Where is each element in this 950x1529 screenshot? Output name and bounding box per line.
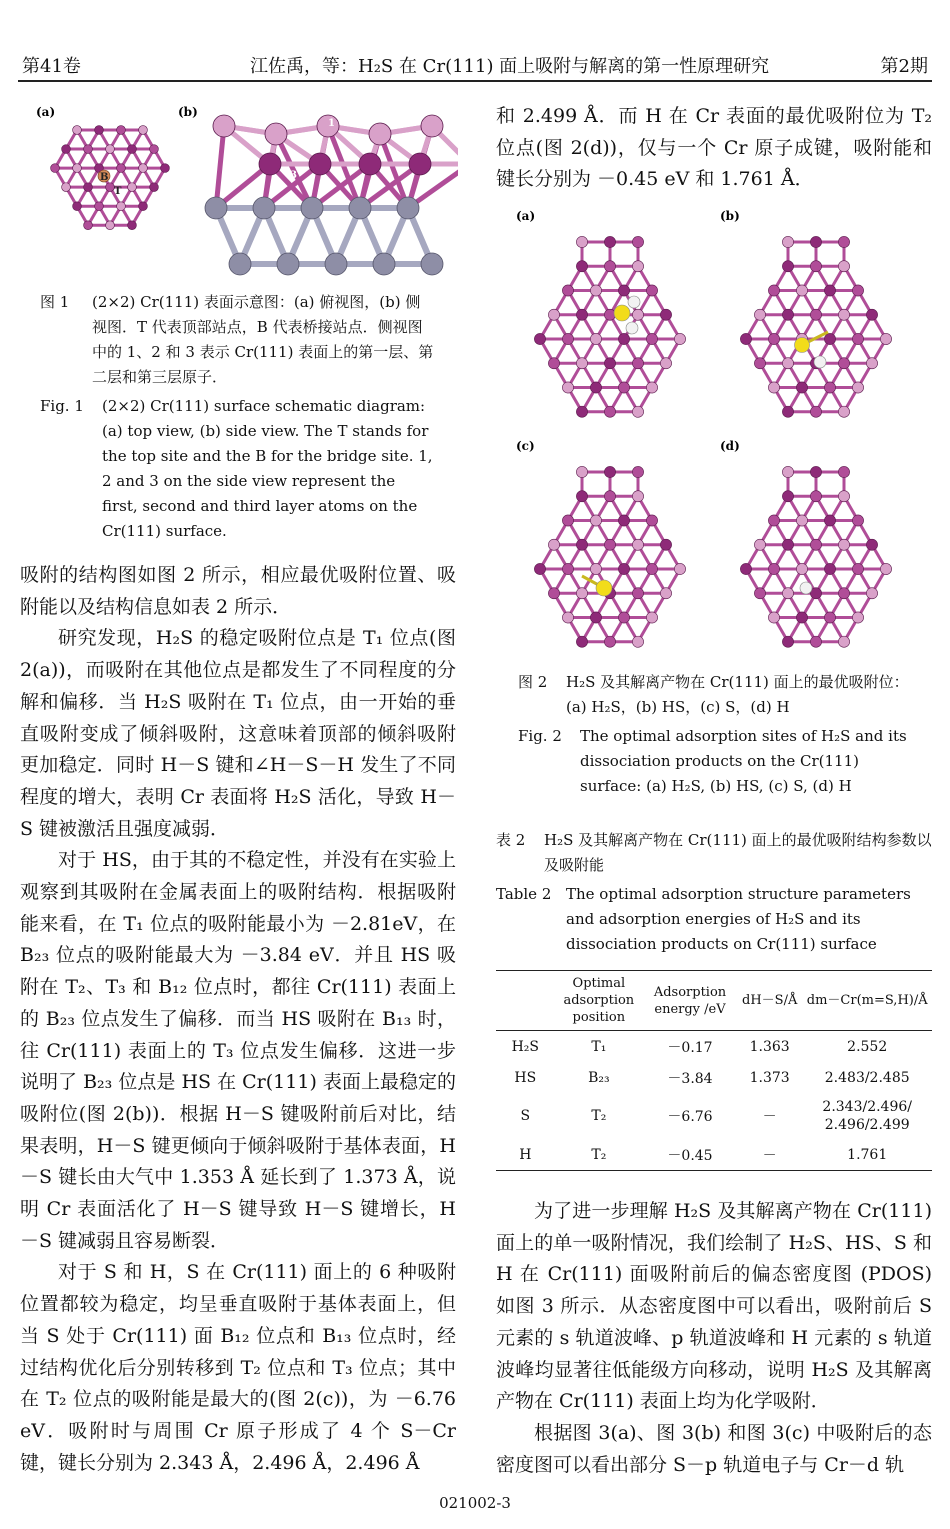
cr-atom (562, 285, 573, 296)
cr-atom (604, 491, 615, 502)
cr-atom (838, 539, 849, 550)
cr-atom (838, 406, 849, 417)
fig1-layer-3: 3 (290, 170, 297, 181)
fig1-svg (18, 100, 458, 290)
table2-caption-en-label: Table 2 (496, 885, 552, 903)
table-cell: T₂ (591, 1108, 607, 1124)
left-paragraph-4: 对于 S 和 H，S 在 Cr(111) 面上的 6 种吸附位置都较为稳定，均呈垂直吸附于基体表面上，但当 S 处于 Cr(111) 面 B₁₂ 位点和 B₁₃ 位点时，经过结构优化后分别转移到 T₂ 位点和 T₃ 位点；其中在 T₂ 位点的吸附能是最大的(图 2(c))，为 －6.76 eV．吸附时与周围 Cr 原子形成了 4 个 S－Cr 键，键长分别为 2.343 Å，2.496 Å，2.496 Å (20, 1261, 456, 1474)
hydrogen-atom (626, 322, 638, 334)
table-cell: H (496, 1139, 555, 1171)
cr-atom (838, 261, 849, 272)
cr-atom (768, 382, 779, 393)
cr-atom (852, 563, 863, 574)
cr-atom (576, 309, 587, 320)
fig1-caption-en-label: Fig. 1 (40, 397, 84, 415)
cr-atom (810, 261, 821, 272)
table2 (496, 970, 932, 1171)
cr-atom (139, 126, 148, 135)
cr-atom (139, 164, 148, 173)
table2-caption-cn: H₂S 及其解离产物在 Cr(111) 面上的最优吸附结构参数以及吸附能 (544, 831, 932, 874)
cr-atom (824, 382, 835, 393)
cr-atom (866, 539, 877, 550)
cr-atom (810, 636, 821, 647)
cr-atom (824, 612, 835, 623)
cr-atom (534, 333, 545, 344)
left-paragraph-3: 对于 HS，由于其的不稳定性，并没有在实验上观察到其吸附在金属表面上的吸附结构．根据吸附能来看，在 T₁ 位点的吸附能最小为 －2.81eV，在 B₂₃ 位点的吸附能最大为 －3.84 eV．并且 HS 吸附在 T₂、T₃ 和 B₁₂ 位点时，都往 Cr(111) 表面上的 B₂₃ 位点发生了偏移．而当 HS 吸附在 B₁₃ 时，往 Cr(111) 表面上的 T₃ 位点发生偏移．这进一步说明了 B₂₃ 位点是 HS 在 Cr(111) 表面上最稳定的吸附位(图 2(b))．根据 H－S 键吸附前后对比，结果表明，H－S 键更倾向于倾斜吸附于基体表面，H－S 键长由大气中 1.353 Å 延长到了 1.373 Å，说明 Cr 表面活化了 H－S 键导致 H－S 键增长，H－S 键减弱且容易断裂． (20, 849, 456, 1252)
cr-atom (646, 382, 657, 393)
table-row (496, 1139, 932, 1171)
cr-atom (576, 491, 587, 502)
table-cell: HS (514, 1069, 537, 1086)
cr-atom (796, 285, 807, 296)
table-header-species (496, 971, 555, 1031)
cr-atom (768, 563, 779, 574)
cr-atom (590, 563, 601, 574)
cr-deep-atom (205, 197, 227, 219)
cr-atom (95, 202, 104, 211)
cr-atom (73, 126, 82, 135)
cr-deep-atom (253, 197, 275, 219)
fig2-panel-d (740, 466, 891, 647)
cr-atom (852, 333, 863, 344)
cr-atom (139, 202, 148, 211)
fig2-caption-cn-label: 图 2 (518, 673, 548, 691)
cr-atom (534, 563, 545, 574)
fig1-caption-cn: (2×2) Cr(111) 表面示意图：(a) 俯视图，(b) 侧视图．T 代表顶部站点，B 代表桥接站点．侧视图中的 1、2 和 3 表示 Cr(111) 表面上的第一层、第二层和第三层原子． (92, 293, 434, 386)
cr-deep-atom (277, 253, 299, 275)
fig2-panel-d-label: (d) (720, 439, 740, 453)
table2-caption (496, 828, 932, 957)
cr-atom (106, 145, 115, 154)
cr-deep-atom (301, 197, 323, 219)
cr-surface-atom (369, 123, 391, 145)
cr-atom (604, 358, 615, 369)
fig2-svg (500, 200, 930, 660)
cr-atom (646, 285, 657, 296)
fig1-layer-1: 1 (328, 118, 335, 129)
cr-surface-atom (359, 153, 381, 175)
cr-atom (576, 466, 587, 477)
cr-atom (824, 563, 835, 574)
cr-atom (782, 309, 793, 320)
cr-atom (782, 236, 793, 247)
fig2-panel-a (534, 236, 685, 417)
cr-atom (150, 145, 159, 154)
cr-atom (84, 183, 93, 192)
cr-atom (754, 309, 765, 320)
cr-atom (810, 309, 821, 320)
sulfur-atom (596, 580, 612, 596)
fig1-label-T: T (114, 186, 122, 197)
cr-atom (548, 539, 559, 550)
cr-atom (646, 515, 657, 526)
cr-atom (660, 358, 671, 369)
page-number: 021002-3 (439, 1494, 511, 1512)
cr-atom (590, 333, 601, 344)
cr-atom (632, 236, 643, 247)
cr-surface-atom (213, 115, 235, 137)
table-cell: 1.761 (802, 1139, 932, 1171)
cr-atom (796, 515, 807, 526)
cr-atom (128, 145, 137, 154)
table-cell: －0.45 (643, 1139, 737, 1171)
cr-atom (838, 491, 849, 502)
cr-deep-atom (229, 253, 251, 275)
cr-atom (740, 333, 751, 344)
cr-atom (768, 612, 779, 623)
table-cell: B₂₃ (588, 1069, 610, 1086)
cr-atom (548, 588, 559, 599)
cr-atom (632, 491, 643, 502)
cr-deep-atom (373, 253, 395, 275)
cr-atom (576, 261, 587, 272)
cr-atom (796, 612, 807, 623)
cr-atom (838, 236, 849, 247)
cr-atom (782, 539, 793, 550)
cr-atom (632, 406, 643, 417)
fig2-panel-a-label: (a) (516, 209, 536, 223)
cr-atom (768, 285, 779, 296)
cr-atom (632, 588, 643, 599)
fig1-label-B: B (100, 172, 109, 183)
cr-bond (216, 126, 224, 208)
fig2-caption-en-label: Fig. 2 (518, 727, 562, 745)
table-cell: T₂ (555, 1139, 643, 1171)
cr-atom (117, 164, 126, 173)
cr-atom (810, 466, 821, 477)
sulfur-atom (795, 338, 810, 353)
cr-atom (824, 515, 835, 526)
table-cell: 2.483/2.485 (824, 1069, 910, 1086)
cr-atom (810, 539, 821, 550)
fig2-panel-b (740, 236, 891, 417)
cr-atom (618, 333, 629, 344)
table-cell: S (520, 1108, 531, 1124)
cr-atom (632, 358, 643, 369)
table-cell: T₁ (591, 1038, 607, 1055)
cr-atom (84, 221, 93, 230)
cr-atom (618, 563, 629, 574)
fig1-panel-a-label: (a) (36, 105, 56, 119)
cr-atom (852, 285, 863, 296)
table-cell: H₂S (511, 1038, 540, 1055)
header-rule (18, 80, 932, 82)
cr-atom (838, 588, 849, 599)
fig2-caption (518, 670, 918, 799)
table-cell: －3.84 (667, 1070, 713, 1087)
left-paragraph-1: 吸附的结构图如图 2 所示，相应最优吸附位置、吸附能以及结构信息如表 2 所示． (20, 564, 456, 618)
hydrogen-atom (814, 356, 826, 368)
cr-atom (576, 236, 587, 247)
cr-atom (782, 261, 793, 272)
fig2-caption-en: The optimal adsorption sites of H₂S and its dissociation products on the Cr(111) surface: (a) H₂S, (b) HS, (c) S, (d) H (580, 727, 907, 795)
cr-atom (161, 164, 170, 173)
cr-atom (768, 333, 779, 344)
table-header-dmcr: dm－Cr(m=S,H)/Å (802, 971, 932, 1031)
right-column-bottom (496, 1196, 932, 1481)
cr-atom (660, 539, 671, 550)
table-cell: 2.343/2.496/ 2.496/2.499 (822, 1099, 912, 1133)
table-row (496, 1062, 932, 1093)
cr-atom (810, 406, 821, 417)
cr-atom (782, 406, 793, 417)
sulfur-atom (614, 305, 630, 321)
cr-atom (106, 221, 115, 230)
cr-atom (51, 164, 60, 173)
cr-atom (852, 612, 863, 623)
table-cell: 1.373 (749, 1069, 790, 1086)
cr-atom (632, 261, 643, 272)
fig1-caption-cn-label: 图 1 (40, 293, 70, 311)
cr-atom (562, 515, 573, 526)
cr-atom (796, 382, 807, 393)
cr-atom (740, 563, 751, 574)
cr-atom (604, 236, 615, 247)
cr-atom (782, 358, 793, 369)
cr-atom (824, 285, 835, 296)
cr-atom (838, 466, 849, 477)
cr-atom (838, 358, 849, 369)
cr-atom (128, 183, 137, 192)
cr-atom (866, 588, 877, 599)
table-cell: 1.363 (749, 1038, 790, 1055)
fig1-panel-b-label: (b) (178, 105, 198, 119)
cr-atom (880, 333, 891, 344)
cr-surface-atom (265, 123, 287, 145)
hydrogen-atom (628, 296, 640, 308)
cr-atom (73, 164, 82, 173)
cr-atom (73, 202, 82, 211)
cr-atom (117, 202, 126, 211)
table-header-energy: Adsorption energy /eV (643, 971, 737, 1031)
cr-atom (590, 285, 601, 296)
fig1-caption-en: (2×2) Cr(111) surface schematic diagram: (a) top view, (b) side view. The T stands for the top site and the B for the bridge site. 1, 2 and 3 on the side view represent the first, second and third layer atoms on the Cr(111) surface. (102, 397, 433, 540)
cr-atom (604, 636, 615, 647)
cr-deep-atom (397, 197, 419, 219)
cr-surface-atom (409, 153, 431, 175)
table-cell: － (762, 1109, 777, 1125)
table2-caption-cn-label: 表 2 (496, 831, 526, 849)
left-column (20, 560, 456, 1479)
cr-atom (590, 382, 601, 393)
table-row (496, 1031, 932, 1063)
cr-atom (618, 285, 629, 296)
cr-atom (768, 515, 779, 526)
cr-atom (576, 588, 587, 599)
fig2-caption-cn: H₂S 及其解离产物在 Cr(111) 面上的最优吸附位：(a) H₂S，(b) HS，(c) S，(d) H (566, 673, 909, 716)
cr-deep-atom (325, 253, 347, 275)
cr-atom (576, 636, 587, 647)
cr-atom (590, 515, 601, 526)
hydrogen-atom (800, 582, 812, 594)
header-issue: 第2期 (880, 56, 928, 77)
cr-atom (576, 539, 587, 550)
table-cell: 2.552 (847, 1038, 888, 1055)
table-cell: － (737, 1139, 802, 1171)
table-cell: －0.17 (667, 1039, 713, 1056)
fig1-layer-2: 2 (365, 144, 372, 155)
cr-deep-atom (421, 253, 443, 275)
cr-atom (604, 406, 615, 417)
cr-atom (754, 358, 765, 369)
cr-deep-atom (349, 197, 371, 219)
cr-atom (754, 588, 765, 599)
right-column-top (496, 101, 932, 196)
cr-atom (632, 636, 643, 647)
cr-atom (838, 636, 849, 647)
cr-atom (632, 466, 643, 477)
table-header-position: Optimal adsorption position (555, 971, 643, 1031)
cr-atom (618, 612, 629, 623)
fig2-panel-b-label: (b) (720, 209, 740, 223)
left-paragraph-2: 研究发现，H₂S 的稳定吸附位点是 T₁ 位点(图 2(a))，而吸附在其他位点是都发生了不同程度的分解和偏移．当 H₂S 吸附在 T₁ 位点，由一开始的垂直吸附变成了倾斜吸附，这意味着顶部的倾斜吸附更加稳定．同时 H－S 键和∠H－S－H 发生了不同程度的增大，表明 Cr 表面将 H₂S 活化，导致 H－S 键被激活且强度减弱． (20, 627, 456, 840)
cr-atom (562, 333, 573, 344)
cr-atom (128, 221, 137, 230)
right-top-paragraph: 和 2.499 Å．而 H 在 Cr 表面的最优吸附位为 T₂ 位点(图 2(d))，仅与一个 Cr 原子成键，吸附能和键长分别为 －0.45 eV 和 1.761 Å． (496, 105, 932, 191)
header-title: 江佐禹，等：H₂S 在 Cr(111) 面上吸附与解离的第一性原理研究 (250, 56, 770, 77)
fig1-top-view (51, 126, 170, 230)
cr-atom (548, 309, 559, 320)
cr-atom (782, 588, 793, 599)
cr-atom (782, 636, 793, 647)
cr-atom (562, 612, 573, 623)
cr-atom (604, 466, 615, 477)
fig2 (500, 200, 930, 660)
cr-atom (660, 309, 671, 320)
cr-surface-atom (309, 153, 331, 175)
cr-atom (576, 406, 587, 417)
cr-atom (810, 236, 821, 247)
fig2-panel-c-label: (c) (516, 439, 535, 453)
right-paragraph-1: 为了进一步理解 H₂S 及其解离产物在 Cr(111) 面上的单一吸附情况，我们绘制了 H₂S、HS、S 和 H 在 Cr(111) 面吸附前后的偏态密度图 (PDOS) 如图 3 所示．从态密度图中可以看出，吸附前后 S 元素的 s 轨道波峰、p 轨道波峰和 H 元素的 s 轨道波峰均显著往低能级方向移动，说明 H₂S 及其解离产物在 Cr(111) 表面上均为化学吸附． (496, 1200, 932, 1413)
cr-atom (618, 382, 629, 393)
fig1-caption (40, 290, 435, 544)
cr-atom (754, 539, 765, 550)
cr-atom (632, 309, 643, 320)
cr-atom (62, 145, 71, 154)
cr-atom (618, 515, 629, 526)
cr-atom (852, 382, 863, 393)
fig2-panel-c (534, 466, 685, 647)
cr-atom (84, 145, 93, 154)
cr-atom (604, 539, 615, 550)
cr-atom (590, 612, 601, 623)
cr-surface-atom (421, 115, 443, 137)
table-cell: －6.76 (667, 1109, 713, 1125)
cr-atom (117, 126, 126, 135)
cr-atom (782, 491, 793, 502)
table-row (496, 1093, 932, 1139)
header-volume: 第41卷 (22, 56, 81, 77)
cr-surface-atom (259, 153, 281, 175)
cr-atom (604, 261, 615, 272)
cr-atom (852, 515, 863, 526)
cr-atom (796, 563, 807, 574)
cr-atom (880, 563, 891, 574)
cr-atom (576, 358, 587, 369)
cr-atom (824, 333, 835, 344)
cr-atom (646, 333, 657, 344)
cr-atom (62, 183, 71, 192)
cr-atom (674, 333, 685, 344)
table2-caption-en: The optimal adsorption structure parameters and adsorption energies of H₂S and its dissociation products on Cr(111) surface (566, 885, 911, 953)
table-header-dhs: dH－S/Å (737, 971, 802, 1031)
table-header-row (496, 971, 932, 1031)
cr-atom (866, 309, 877, 320)
fig1 (18, 100, 458, 290)
cr-atom (866, 358, 877, 369)
cr-atom (782, 466, 793, 477)
cr-atom (548, 358, 559, 369)
fig1-side-view (205, 115, 458, 275)
cr-atom (660, 588, 671, 599)
cr-atom (646, 612, 657, 623)
cr-atom (632, 539, 643, 550)
cr-atom (646, 563, 657, 574)
cr-atom (562, 563, 573, 574)
cr-atom (810, 491, 821, 502)
cr-atom (838, 309, 849, 320)
cr-atom (95, 126, 104, 135)
cr-atom (674, 563, 685, 574)
right-paragraph-2: 根据图 3(a)、图 3(b) 和图 3(c) 中吸附后的态密度图可以看出部分 S－p 轨道电子与 Cr－d 轨 (496, 1421, 932, 1476)
cr-atom (562, 382, 573, 393)
cr-atom (150, 183, 159, 192)
